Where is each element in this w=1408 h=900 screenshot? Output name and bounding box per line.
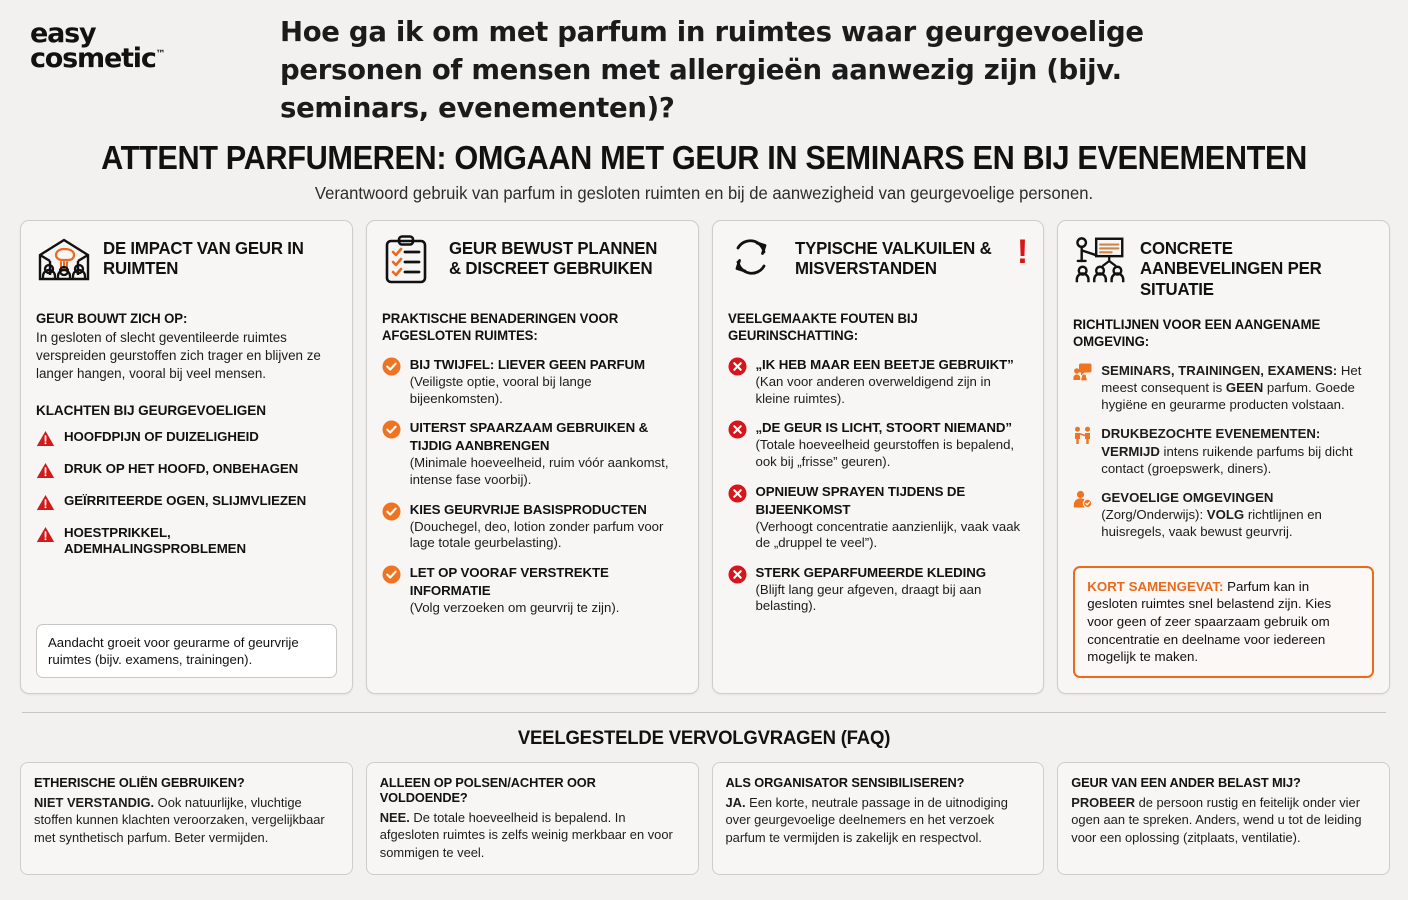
card-header [36,235,337,293]
faq-answer [1071,794,1376,846]
list-item [382,501,683,552]
list-item-rest-b: richtlijnen en huisregels, vaak bewust geurvrij. [1101,507,1322,540]
list-item-strong: GEEN [1225,380,1264,396]
card-title: GEUR BEWUST PLANNEN & DISCREET GEBRUIKEN [448,238,657,279]
check-circle-icon [382,419,401,444]
list-item [36,461,337,484]
faq-answer-strong: NEE. [379,810,410,826]
card-title: DE IMPACT VAN GEUR IN RUIMTEN [103,238,304,279]
cross-circle-icon [728,356,747,381]
presentation-audience-icon [1073,235,1129,285]
card-title: TYPISCHE VALKUILEN & MISVERSTANDEN [794,238,992,279]
list-item-lead: DRUKBEZOCHTE EVENEMENTEN: [1101,426,1321,442]
list-item-detail: (Volg verzoeken om geurvrij te zijn). [409,599,620,615]
list-item-label: „IK HEB MAAR EEN BEETJE GEBRUIKT” [755,357,1014,373]
summary-text: Parfum kan in gesloten ruimtes snel belastend zijn. Kies voor geen of zeer spaarzaam gebruik om concentratie en deelname voor iedereen mogelijk te maken. [1087,578,1332,665]
list-item [1073,362,1374,413]
faq-question: GEUR VAN EEN ANDER BELAST MIJ? [1071,775,1301,791]
faq-card [20,762,353,875]
faq-answer-rest: Een korte, neutrale passage in de uitnodiging over geurgevoelige deelnemers en het verzoek parfum te vermijden is zakelijk en respectvol. [725,795,1008,845]
card-header [382,235,683,293]
two-people-icon [1073,425,1092,449]
faq-card [712,762,1045,875]
list-item-label: STERK GEPARFUMEERDE KLEDING [755,564,987,580]
person-speech-icon [1073,362,1092,386]
list-item-rest-a: (Zorg/Onderwijs): [1101,507,1207,523]
list-item [382,419,683,488]
warning-triangle-icon [36,461,55,484]
faq-question: ALS ORGANISATOR SENSIBILISEREN? [725,775,965,791]
summary-box [1073,566,1374,678]
faq-divider [22,712,1386,713]
faq-answer [380,809,685,861]
note-box: Aandacht groeit voor geurarme of geurvrije ruimtes (bijv. examens, trainingen). [36,624,337,678]
list-item [1073,425,1374,476]
list-item [382,356,683,407]
list-item-detail: (Totale hoeveelheid geurstoffen is bepalend, ook bij „frisse” geuren). [755,437,1015,469]
person-shield-icon [1073,489,1092,513]
list-item [36,493,337,516]
list-item-lead: GEVOELIGE OMGEVINGEN [1101,489,1274,505]
list-item [728,419,1029,470]
brand-line-1: easy [30,18,96,49]
brand-tm: ™ [155,48,166,60]
list-item-lead: SEMINARS, TRAININGEN, EXAMENS: [1101,362,1338,378]
list-item-label: LET OP VOORAF VERSTREKTE INFORMATIE [409,564,609,598]
list-item-text [1101,362,1374,413]
list-item-rest-b: intens ruikende parfums bij dicht contact (groepswerk, diners). [1101,443,1353,476]
faq-answer-strong: PROBEER [1071,795,1135,811]
faq-title: VEELGESTELDE VERVOLGVRAGEN (FAQ) [517,727,891,750]
refresh-cycle-icon [728,235,784,279]
faq-answer-strong: NIET VERSTANDIG. [34,795,155,811]
exclamation-badge: ! [1016,233,1029,272]
list-item-detail: (Blijft lang geur afgeven, draagt bij aan belasting). [755,581,982,614]
faq-answer [726,794,1031,846]
list-item-detail: (Kan voor anderen overweldigend zijn in kleine ruimtes). [755,374,991,406]
list-item-strong: VERMIJD [1101,443,1160,459]
list-item-detail: (Douchegel, deo, lotion zonder parfum voor lage totale geurbelasting). [409,518,664,551]
warning-triangle-icon [36,525,55,548]
faq-row [0,750,1408,875]
check-circle-icon [382,356,401,381]
clipboard-checklist-icon [382,235,438,285]
list-item-label: UITERST SPAARZAAM GEBRUIKEN & TIJDIG AANBRENGEN [409,420,649,454]
faq-answer [34,794,339,846]
card-header [728,235,1029,293]
list-item [36,525,337,557]
list-item-text [1101,489,1374,540]
warning-triangle-icon [36,429,55,452]
section-body: In gesloten of slecht geventileerde ruimtes verspreiden geurstoffen zich trager en blijven ze langer hangen, vooral bij veel mensen. [36,330,321,381]
list-item-detail: (Veiligste optie, vooral bij lange bijeenkomsten). [409,374,592,406]
cross-circle-icon [728,483,747,508]
section-heading: GEUR BOUWT ZICH OP: [36,311,188,327]
list-item-detail: (Verhoogt concentratie aanzienlijk, vaak vaak de „druppel te veel”). [755,518,1021,551]
faq-card [366,762,699,875]
faq-card [1057,762,1390,875]
card-title: CONCRETE AANBEVELINGEN PER SITUATIE [1140,238,1322,299]
section-heading-2: KLACHTEN BIJ GEURGEVOELIGEN [36,402,266,418]
brand-line-2: cosmetic [30,42,156,74]
faq-answer-rest: de persoon rustig en feitelijk onder vier ogen aan te spreken. Anders, wend u tot de leiding voor een oplossing (zitplaats, ventilatie). [1071,795,1362,845]
list-item-label: GEÏRRITEERDE OGEN, SLIJMVLIEZEN [64,492,307,508]
section-heading: RICHTLIJNEN VOOR EEN AANGENAME OMGEVING: [1073,317,1321,349]
practices-list [382,356,683,628]
title-block [0,140,1408,204]
list-item-label: KIES GEURVRIJE BASISPRODUCTEN [409,501,647,517]
list-item-label: „DE GEUR IS LICHT, STOORT NIEMAND” [755,420,1012,436]
list-item [728,356,1029,407]
faq-answer-rest: Ook natuurlijke, vluchtige stoffen kunnen klachten veroorzaken, vergelijkbaar met synthetisch parfum. Beter vermijden. [34,795,325,845]
page-subtitle: Verantwoord gebruik van parfum in gesloten ruimten en bij de aanwezigheid van geurgevoelige personen. [314,183,1094,204]
card-concrete-aanbevelingen [1057,220,1390,694]
section-heading: VEELGEMAAKTE FOUTEN BIJ GEURINSCHATTING: [727,311,918,344]
list-item-strong: VOLG [1206,507,1245,523]
check-circle-icon [382,501,401,526]
card-header [1073,235,1374,299]
card-impact-van-geur [20,220,353,694]
cross-circle-icon [728,419,747,444]
section-heading: PRAKTISCHE BENADERINGEN VOOR AFGESLOTEN RUIMTES: [381,311,618,344]
warning-triangle-icon [36,493,55,516]
cross-circle-icon [728,564,747,589]
list-item [728,483,1029,552]
list-item-detail: (Minimale hoeveelheid, ruim vóór aankomst, intense fase voorbij). [409,455,669,487]
faq-question: ALLEEN OP POLSEN/ACHTER OOR VOLDOENDE? [379,775,596,806]
brand-logo [30,14,280,72]
card-typische-valkuilen [712,220,1045,694]
pitfalls-list [728,356,1029,627]
list-item [36,429,337,452]
faq-answer-strong: JA. [725,795,746,811]
list-item-label: DRUK OP HET HOOFD, ONBEHAGEN [64,460,299,476]
faq-answer-rest: De totale hoeveelheid is bepalend. In afgesloten ruimtes is zelfs weinig merkbaar en voor sommigen te veel. [379,810,673,860]
header [0,0,1408,128]
list-item-text [1101,425,1374,476]
list-item [728,564,1029,615]
summary-label: KORT SAMENGEVAT: [1087,578,1224,594]
list-item-label: BIJ TWIJFEL: LIEVER GEEN PARFUM [409,357,646,373]
complaints-list [36,429,337,566]
list-item [382,564,683,617]
list-item-rest-a: Het meest consequent is [1101,362,1362,396]
list-item-label: HOESTPRIKKEL, ADEMHALINGSPROBLEMEN [64,524,246,556]
main-columns [0,204,1408,694]
list-item-label: OPNIEUW SPRAYEN TIJDENS DE BIJEENKOMST [755,483,966,517]
header-question: Hoe ga ik om met parfum in ruimtes waar geurgevoelige personen of mensen met allergieën aanwezig zijn (bijv. seminars, evenementen)? [280,16,1144,124]
check-circle-icon [382,564,401,589]
page-title: ATTENT PARFUMEREN: OMGAAN MET GEUR IN SEMINARS EN BIJ EVENEMENTEN [101,138,1307,176]
card-geur-bewust-plannen [366,220,699,694]
list-item-rest-b: parfum. Goede hygiëne en geurarme producten volstaan. [1101,380,1355,413]
list-item [1073,489,1374,540]
room-crowd-scent-icon [36,235,92,283]
list-item-label: HOOFDPIJN OF DUIZELIGHEID [64,428,259,444]
recommendations-list [1073,362,1374,552]
faq-question: ETHERISCHE OLIËN GEBRUIKEN? [34,775,245,791]
